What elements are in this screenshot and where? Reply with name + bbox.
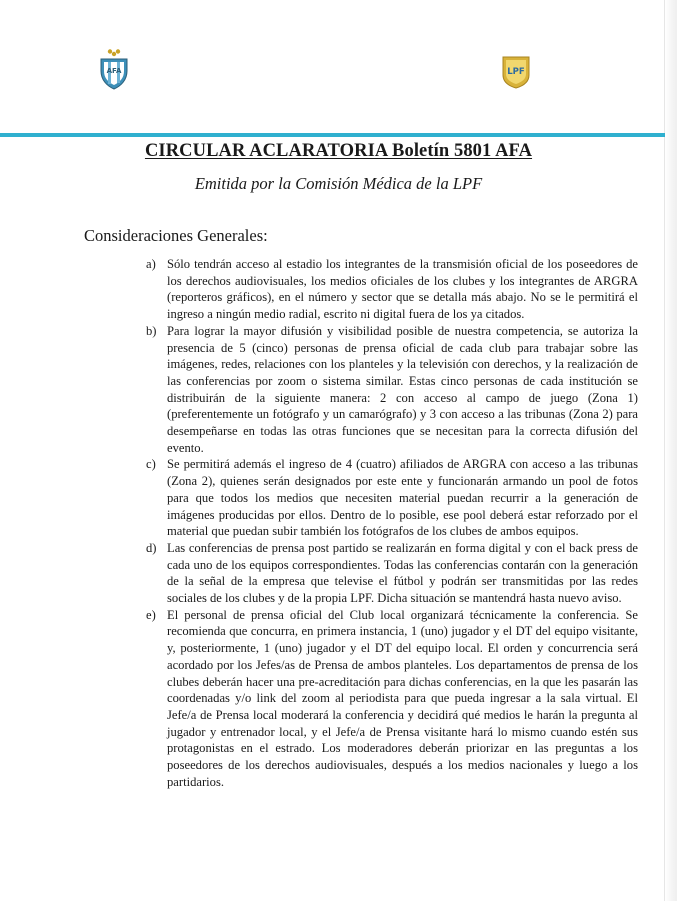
lpf-logo-icon [500, 54, 532, 90]
list-item-letter: a) [146, 257, 156, 271]
list-item-text: El personal de prensa oficial del Club local organizará técnicamente la conferencia. Se recomienda que concurra, en primera instancia, 1 (uno) jugador y el DT del equipo visitante, y, posteriormente, 1 (uno) jugador y el DT del equipo local. El orden y concurrencia será acordado por los Jefes/as de Prensa de ambos planteles. Los departamentos de prensa de los clubes deberán hacer una pre-acreditación para dichas conferencias, en la que les pasarán las coordenadas y/o link del zoom al periodista para que pueda ingresar a la sala virtual. El Jefe/a de Prensa local moderará la conferencia y decidirá qué medios le harán la pregunta al jugador y entrenador local, y el Jefe/a de Prensa visitante hará lo mismo cuando estén sus protagonistas en el estrado. Los moderadores deberán priorizar en las preguntas a los poseedores de los derechos audiovisuales, después a los medios nacionales y luego a los partidarios. [167, 607, 638, 789]
page-edge-shadow [664, 0, 677, 901]
lpf-logo-text: LPF [507, 67, 525, 77]
list-item-text: Se permitirá además el ingreso de 4 (cuatro) afiliados de ARGRA con acceso a las tribunas (Zona 2), quienes serán designados por este ente y funcionarán armando un pool de fotos para que todos los medios que necesiten material puedan recurrir a la generación de imágenes producidas por ellos. Dentro de lo posible, ese pool deberá estar reforzado por el material que puedan subir también los fotógrafos de los clubes de ambos equipos. [167, 457, 638, 539]
header-divider [0, 133, 665, 137]
section-heading: Consideraciones Generales: [84, 226, 268, 245]
considerations-list [146, 256, 638, 791]
document-subtitle: Emitida por la Comisión Médica de la LPF [194, 174, 483, 193]
list-item [146, 607, 638, 791]
list-item [146, 456, 638, 540]
list-item-letter: d) [146, 540, 157, 555]
svg-text:AFA: AFA [106, 67, 122, 75]
list-item [146, 323, 638, 457]
afa-crest-icon [97, 48, 131, 90]
list-item-text: Sólo tendrán acceso al estadio los integrantes de la transmisión oficial de los poseedores de los derechos audiovisuales, los medios oficiales de los clubes y los integrantes de ARGRA (reporteros gráficos), en el número y sector que se detalla más abajo. No se le permitirá el ingreso a ningún medio radial, escrito ni digital fuera de los ya citados. [167, 257, 638, 322]
list-item-text: Las conferencias de prensa post partido se realizarán en forma digital y con el back press de cada uno de los equipos correspondientes. Todas las conferencias contarán con la generación de la señal de la empresa que televise el fútbol y podrán ser transmitidas por las redes sociales de los clubes y de la propia LPF. Dicha situación se mantendrá hasta nuevo aviso. [167, 540, 638, 606]
document-title: CIRCULAR ACLARATORIA Boletín 5801 AFA [144, 141, 533, 161]
list-item-letter: b) [146, 323, 157, 338]
list-item-letter: c) [146, 457, 156, 472]
list-item [146, 256, 638, 323]
list-item-text: Para lograr la mayor difusión y visibilidad posible de nuestra competencia, se autoriza la presencia de 5 (cinco) personas de prensa oficial de cada club para trabajar sobre las imágenes, redes, relaciones con los planteles y la televisión con derechos, y la realización de las conferencias por zoom o sistema similar. Estas cinco personas de cada institución se distribuirán de la siguiente manera: 2 con acceso al campo de juego (Zona 1) (preferentemente un fotógrafo y un camarógrafo) y 3 con acceso a las tribunas (Zona 2) para desempeñarse en todas las otras funciones que se necesitan para la correcta difusión del evento. [167, 323, 638, 455]
list-item [146, 540, 638, 607]
list-item-letter: e) [146, 607, 156, 622]
